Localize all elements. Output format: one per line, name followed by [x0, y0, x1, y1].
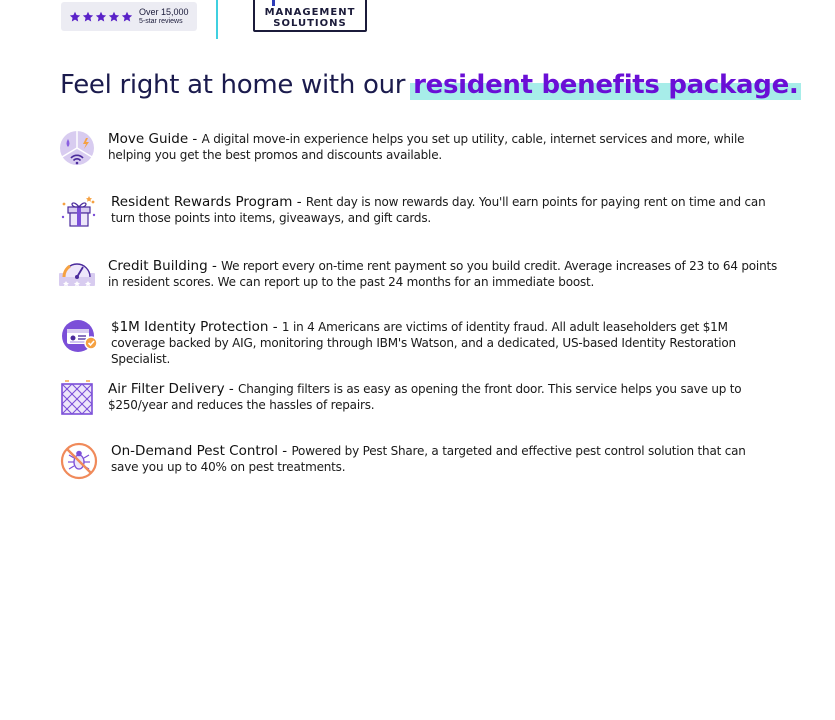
reviews-caption: 5-star reviews: [139, 17, 183, 25]
benefit-description: A digital move-in experience helps you set up utility, cable, internet services and more, while helping you get the best promos and discounts available.: [108, 132, 745, 162]
benefit-description: Changing filters is as easy as opening the front door. This service helps you save up to $250/year and reduces the hassles of repairs.: [108, 382, 742, 412]
no-pest-icon: [60, 442, 98, 480]
star-icon: [95, 11, 107, 23]
benefit-description: Rent day is now rewards day. You'll earn points for paying rent on time and can turn those points into items, giveaways, and gift cards.: [111, 195, 766, 225]
page-headline: [60, 70, 830, 100]
benefit-title: On-Demand Pest Control -: [111, 443, 292, 459]
benefit-description: 1 in 4 Americans are victims of identity fraud. All adult leaseholders get $1M coverage backed by AIG, monitoring through IBM's Watson, and a dedicated, US-based Identity Restoration Specialist.: [111, 320, 736, 366]
move-guide-icon: [58, 130, 96, 168]
benefit-title: Move Guide -: [108, 131, 202, 147]
headline-accent: resident benefits package.: [413, 70, 799, 100]
benefit-move-guide: [0, 130, 835, 170]
benefit-credit-building: [0, 257, 835, 297]
star-icon: [69, 11, 81, 23]
star-rating: [69, 11, 133, 23]
reviews-badge[interactable]: [61, 2, 197, 31]
logo-mark-icon: [272, 0, 275, 6]
benefit-title: Air Filter Delivery -: [108, 381, 239, 397]
benefit-air-filter: [0, 380, 835, 420]
star-icon: [82, 11, 94, 23]
benefit-description: We report every on-time rent payment so you build credit. Average increases of 23 to 64 points in resident scores. We can report up to the past 24 months for an immediate boost.: [108, 259, 778, 289]
benefit-description: Powered by Pest Share, a targeted and effective pest control solution that can save you up to 40% on pest treatments.: [111, 444, 746, 474]
benefit-identity-protection: [0, 318, 835, 366]
benefit-pest-control: [0, 442, 835, 482]
benefit-title: Resident Rewards Program -: [111, 194, 306, 210]
id-card-shield-icon: [60, 318, 98, 356]
benefit-resident-rewards: [0, 193, 835, 233]
logo-line-2: SOLUTIONS: [273, 18, 347, 29]
air-filter-icon: [59, 380, 97, 418]
reviews-count: Over 15,000: [139, 6, 189, 17]
headline-lead: Feel right at home with our: [60, 70, 414, 100]
header-divider: [216, 0, 218, 39]
company-logo[interactable]: [253, 0, 371, 35]
gift-icon: [59, 193, 97, 231]
benefit-title: $1M Identity Protection -: [111, 319, 282, 335]
star-icon: [121, 11, 133, 23]
logo-line-1: MANAGEMENT: [264, 7, 356, 18]
benefit-title: Credit Building -: [108, 258, 222, 274]
top-banner: [0, 0, 835, 44]
star-icon: [108, 11, 120, 23]
credit-gauge-icon: [58, 257, 96, 295]
